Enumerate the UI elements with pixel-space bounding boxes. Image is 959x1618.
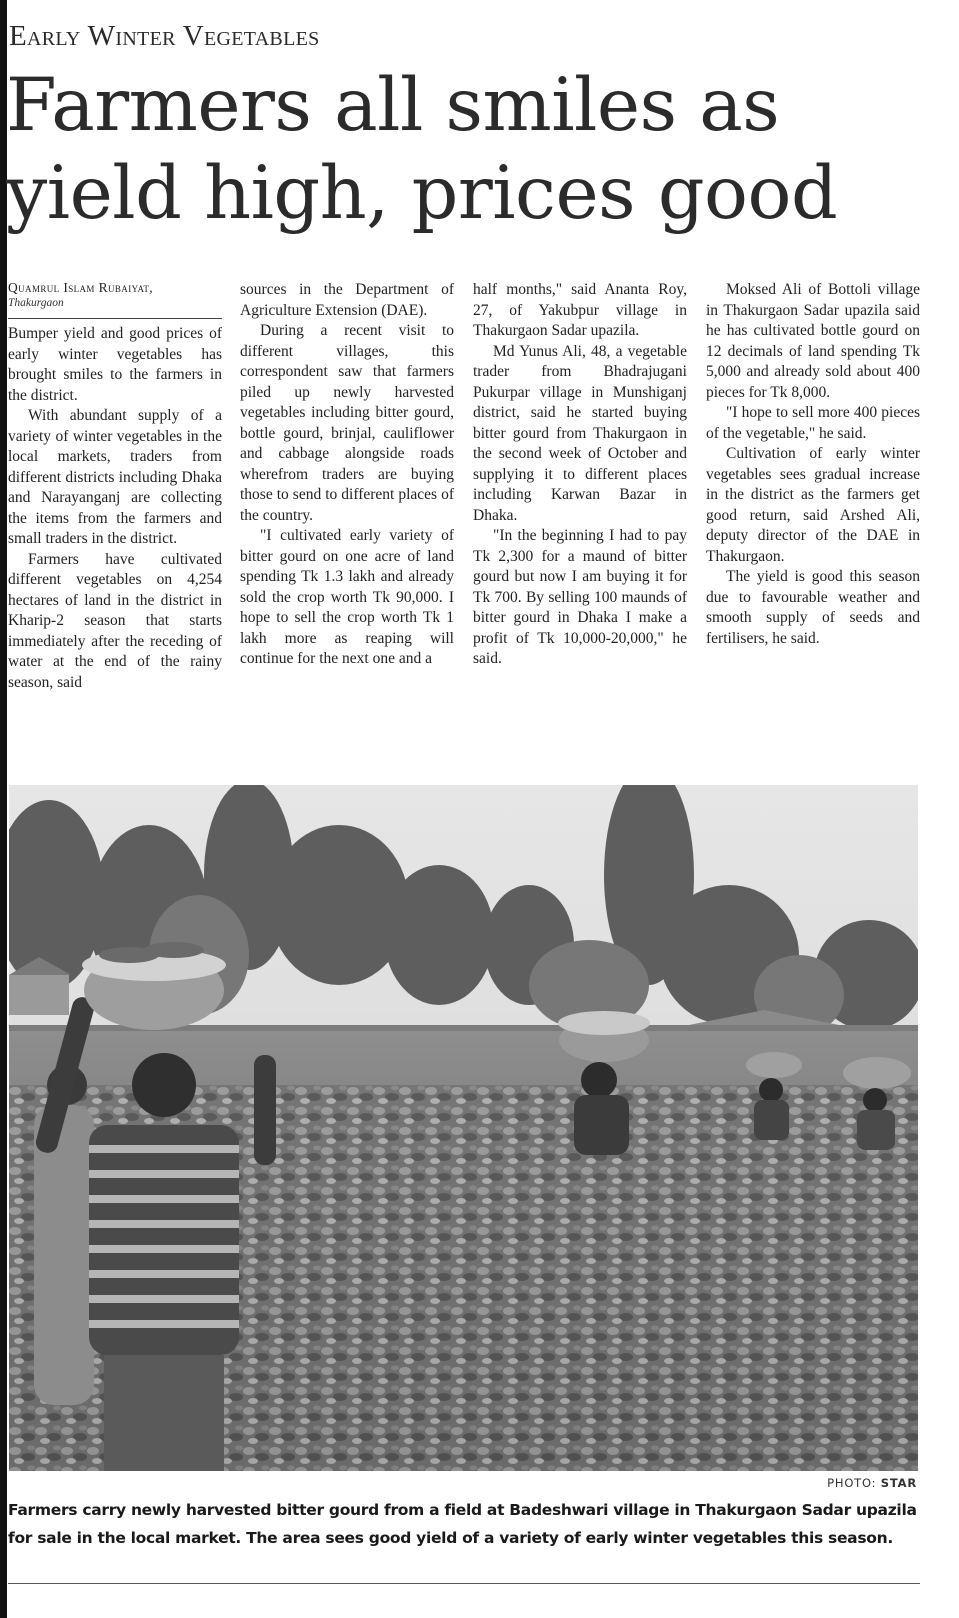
paragraph: The yield is good this season due to favourable weather and smooth supply of seeds and fertilisers, he said. — [706, 568, 920, 647]
byline-author: Quamrul Islam Rubaiyat, — [8, 280, 154, 295]
article-column-1 — [8, 280, 222, 693]
paragraph: "I hope to sell more 400 pieces of the vegetable," he said. — [706, 404, 920, 442]
paragraph: Farmers have cultivated different vegetables on 4,254 hectares of land in the district in Kharip-2 season that starts immediately after the receding of water at the end of the rainy season, said — [8, 550, 222, 691]
paragraph: sources in the Department of Agriculture Extension (DAE). — [240, 281, 454, 319]
paragraph: Bumper yield and good prices of early winter vegetables has brought smiles to the farmers in the district. — [8, 325, 222, 404]
article-column-3 — [473, 280, 687, 670]
paragraph: During a recent visit to different villages, this correspondent saw that farmers piled up newly harvested vegetables including bitter gourd, bottle gourd, brinjal, cauliflower and cabbage alongside roads wherefrom traders are buying those to send to different places of the country. — [240, 322, 454, 524]
section-kicker: Early Winter Vegetables — [9, 20, 320, 52]
photo-caption: Farmers carry newly harvested bitter gourd from a field at Badeshwari village in Thakurgaon Sadar upazila for sale in the local market. The area sees good yield of a variety of early winter vegetables this season. — [8, 1501, 917, 1547]
byline-place: Thakurgaon — [8, 297, 64, 309]
photo-credit-label: PHOTO: — [827, 1476, 877, 1490]
headline: Farmers all smiles as yield high, prices good — [6, 63, 838, 236]
paragraph: Md Yunus Ali, 48, a vegetable trader from Bhadrajugani Pukurpar village in Munshiganj district, said he started buying bitter gourd from Thakurgaon in the second week of October and supplying it to different places including Karwan Bazar in Dhaka. — [473, 342, 687, 524]
article-body — [8, 280, 920, 770]
paragraph: Moksed Ali of Bottoli village in Thakurgaon Sadar upazila said he has cultivated bottle gourd on 12 decimals of land spending Tk 5,000 and already sold about 400 pieces for Tk 8,000. — [706, 281, 920, 401]
article-column-2 — [240, 280, 454, 670]
byline-rule — [8, 318, 222, 319]
news-photo — [9, 785, 918, 1471]
bottom-rule — [8, 1583, 920, 1584]
photo-credit — [827, 1476, 917, 1490]
article-column-4 — [706, 280, 920, 649]
left-edge-bar — [0, 0, 7, 1618]
paragraph: "I cultivated early variety of bitter gourd on one acre of land spending Tk 1.3 lakh and already sold the crop worth Tk 90,000. I hope to sell the crop worth Tk 1 lakh more as reaping will continue for the next one and a — [240, 527, 454, 667]
paragraph: With abundant supply of a variety of winter vegetables in the local markets, traders from different districts including Dhaka and Narayanganj are collecting the items from the farmers and small traders in the district. — [8, 407, 222, 547]
paragraph: "In the beginning I had to pay Tk 2,300 for a maund of bitter gourd but now I am buying it for Tk 700. By selling 100 maunds of bitter gourd in Dhaka I make a profit of Tk 10,000-20,000," he said. — [473, 527, 687, 667]
paragraph: Cultivation of early winter vegetables sees gradual increase in the district as the farmers get good return, said Arshed Ali, deputy director of the DAE in Thakurgaon. — [706, 445, 920, 565]
photo-credit-source: STAR — [880, 1476, 917, 1490]
paragraph: half months," said Ananta Roy, 27, of Yakubpur village in Thakurgaon Sadar upazila. — [473, 281, 687, 339]
